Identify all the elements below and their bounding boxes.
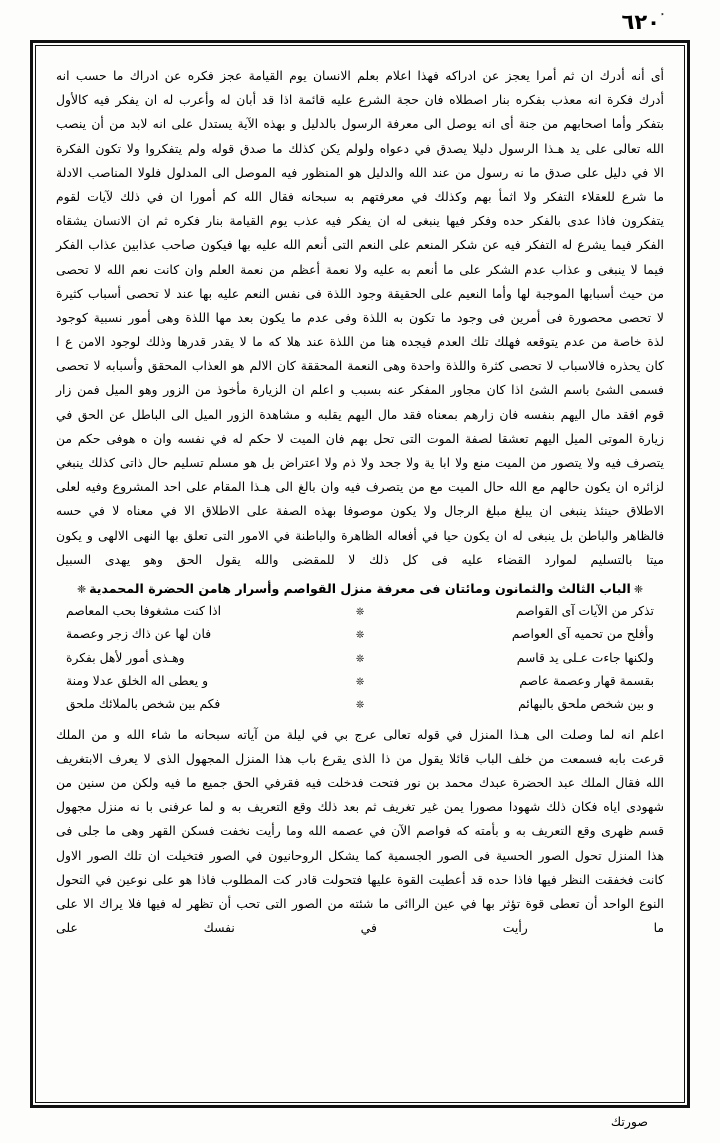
page-content bbox=[48, 58, 672, 1093]
verse-hemistich-first: فان لها عن ذاك زجر وعصمة bbox=[66, 627, 212, 642]
verse-hemistich-first: وهـذى أمور لأهل بفكرة bbox=[66, 650, 185, 665]
verse-separator-icon: ❊ bbox=[355, 653, 365, 665]
verse-hemistich-second: ولكنها جاءت عـلى يد قاسم bbox=[516, 650, 654, 665]
poem-verses bbox=[56, 600, 664, 717]
verse-hemistich-first: و يعطى اله الخلق عدلا ومنة bbox=[66, 674, 209, 689]
verse-line bbox=[56, 623, 664, 646]
verse-line bbox=[56, 647, 664, 670]
verse-line bbox=[56, 600, 664, 623]
verse-hemistich-second: وأفلح من تحميه آى العواصم bbox=[511, 627, 654, 642]
chapter-heading-text: الباب الثالث والثمانون ومائتان فى معرفة منزل القواصم وأسرار هامن الحضرة المحمدية bbox=[89, 580, 631, 596]
verse-separator-icon: ❊ bbox=[355, 606, 365, 618]
star-ornament-left-icon: ❈ bbox=[76, 582, 87, 596]
verse-line bbox=[56, 693, 664, 716]
verse-hemistich-second: بقسمة قهار وعصمة عاصم bbox=[519, 674, 654, 689]
verse-separator-icon: ❊ bbox=[355, 700, 365, 712]
verse-hemistich-first: فكم بين شخص بالملائك ملحق bbox=[66, 697, 221, 712]
chapter-heading bbox=[56, 581, 664, 596]
verse-hemistich-second: و بين شخص ملحق بالبهائم bbox=[518, 697, 654, 712]
verse-hemistich-first: اذا كنت مشغوفا بحب المعاصم bbox=[66, 603, 222, 618]
verse-separator-icon: ❊ bbox=[355, 630, 365, 642]
verse-hemistich-second: تذكر من الآيات آى القواصم bbox=[515, 603, 654, 618]
page-number-value: ٦٢٠ bbox=[621, 10, 660, 34]
catchword: صورتك bbox=[610, 1114, 648, 1129]
star-ornament-right-icon: ❈ bbox=[633, 582, 644, 596]
verse-separator-icon: ❊ bbox=[355, 677, 365, 689]
body-paragraph-first: أى أنه أدرك ان ثم أمرا يعجز عن ادراكه فهذا اعلام بعلم الانسان يوم القيامة عجز فكره عن ادراك ما حسب انه أدرك فكرة انه معذب بفكره بنار اصطلاه فان حجة الشرع عليه قائمة اذا قد أبان له وأعرب له ان يفكر فيه كالأول بتفكر وأما اصحابهم من جنة أى انه يوصل الى معرفة الرسول بالدليل و بهذه الآية يستدل على انه لابد من أن ينصب الله تعالى على يد هـذا الرسول دليلا يصدق في دعواه ولولم يكن كذلك ما صدق قوله ولم يتفكروا ولا تكون الفكرة الا في دليل على صدق ما نه رسول من عند الله والدليل هو المنظور فيه الموصل الى المدلول فلولا المناصب الادلة ما شرع للعقلاء التفكر ولا اثمأ بهم وكذلك في معرفتهم به سبحانه فقال الله كم أمورا ان في ذلك لآيات لقوم يتفكرون فاذا عدى بالفكر حده وفكر فيها ينبغى له ان يفكر فيه عذب يوم القيامة بنار فكره ثم ان الانسان يشقاه الفكر فيما يشرع له التفكر فيه عن شكر المنعم على النعم التى أنعم الله عليه بها فيكون صاحب عذابين عذاب الفكر فيما لا ينبغى و عذاب عدم الشكر على ما أنعم به عليه ولا نعمة أعظم من نعمة العلم وان كانت نعم الله لا تحصى من حيث أسبابها الموجبة لها وأما النعيم على الحقيقة وجود اللذة فى نفس النعم عليه بها عند لا تحصى أسباب كثيرة لا تحصى محصورة فى أمرين فى وجود ما تكون به اللذة وفى عدم ما يكون بعد مها اللذة وهى أمور نسبية كوجود لذة خاصة من عدم يتوقعه فهلك تلك العدم فيجده هنا من اللذة عند هلا كه ما لا يقدر قدرها وذلك لوجود الامن ع ا كان يحذره فالاسباب لا تحصى كثرة واللذة واحدة وهى النعمة المحققة كان الالم هو العذاب المحقق وأسبابه لا تحصى فسمى الشئ باسم الشئ اذا كان مجاور المفكر عنه بسبب و اعلم ان الزيارة مأخوذ من الزور وهو الميل فمن زار قوم افقد مال اليهم بنفسه فان زارهم بمعناه فقد مال اليهم يقلبه و مشاهدة الزور الميل الى الباطل عن الحق في زيارة الموتى الميل اليهم تعشقا لصفة الموت التى تحل بهم فان الميت لا حكم له في نفسه وان ه هوفى حكم من يتصرف فيه ولا يتصور من الميت منع ولا ابا ية ولا جحد ولا ذم ولا اعتراض بل هو مسلم تسليم حال ذاتى كذلك ينبغي لزائره ان يكون حالهم مع الله حال الميت مع من يتصرف فيه وان بالغ الى هـذا المقام على احد المشروع وفيه لعلى الاطلاق حينئذ ينبغى ان يبلغ مبلغ الرجال ولا يكون موصوفا بهذه الصفة على الاطلاق الا في معناه لا في حسه فالظاهر والباطن بل ينبغى له ان يكون حيا في أفعاله الظاهرة والباطنة في الامور التى تعلق بها النهى الالهى و يكون ميتا بالتسليم لموارد القضاء عليه فى كل ذلك لا للمقضى والله يقول الحق وهو يهدى السبيل bbox=[56, 68, 664, 567]
verse-line bbox=[56, 670, 664, 693]
page-number bbox=[622, 10, 662, 34]
body-paragraph-second: اعلم انه لما وصلت الى هـذا المنزل في قوله تعالى عرج بي في ليلة من آياته سبحانه ما شاء الله و من الملك قرعت بابه فسمعت من خلف الباب قائلا يقول من ذا الذى يقرع باب هذا المنزل المجهول الذى لا يعرف الابتغريف الله فقال الملك عبد الحضرة عبدك محمد بن نور فتحت فدخلت فيه فقرفي الحق جميع ما فيه ولكن من سنين من شهودى اياه فكان ذلك شهودا مصورا يمن غير تغريف ثم بعد ذلك وقع التعريف به و لما عرفنى با نه منزل مجهول قسم ظهرى وقع التعريف به و بأمته كه فواصم الآن في عصمه الله وما رأيت نخفت فسكن القهر وهى ما جلى فى هذا المنزل تحول الصور الحسية فى الصور الجسمية كما يشكل الروحانيون في الصور فتخيلت ان تلك الصور الاول كانت فخفقت النظر فيها فاذا حده قد أعطيت القوة عليها فتحولت قادر كت المطلوب فاذا هو على نوعين في التحول النوع الواحد أن تعطى قوة تؤثر بها في عين الراائى ما شئته من الصور التى تحب أن تظهر له فيها فلا يراك الا على ما رأيت في نفسك على bbox=[56, 726, 664, 936]
